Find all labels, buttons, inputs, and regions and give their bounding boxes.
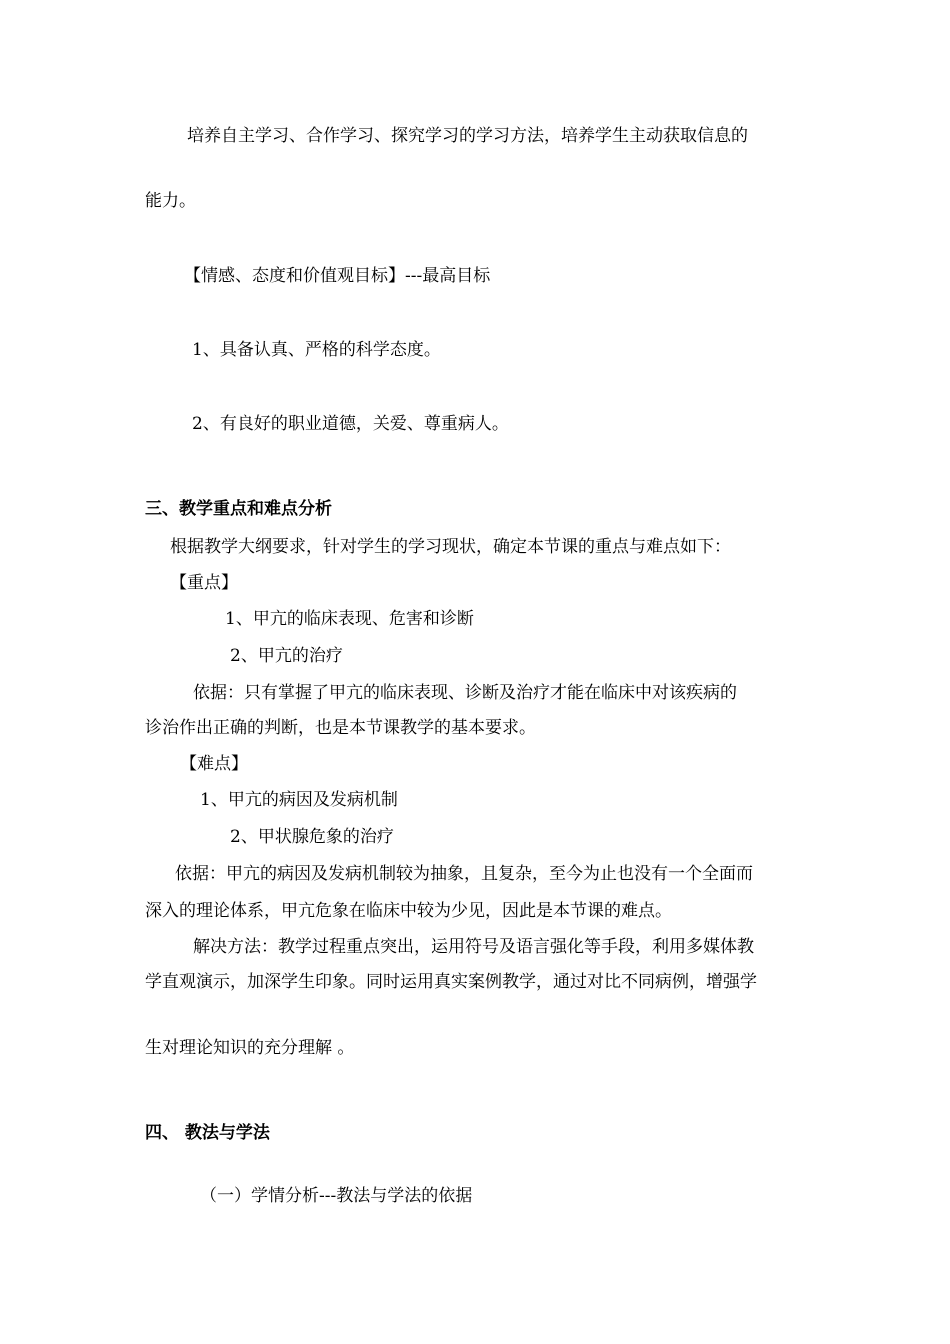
paragraph-line: 能力。 bbox=[145, 191, 196, 211]
paragraph-line: 依据：只有掌握了甲亢的临床表现、诊断及治疗才能在临床中对该疾病的 bbox=[193, 683, 737, 703]
list-item: 2、甲状腺危象的治疗 bbox=[230, 827, 394, 847]
subheading: 【难点】 bbox=[180, 754, 248, 774]
subheading: （一）学情分析---教法与学法的依据 bbox=[200, 1186, 473, 1206]
list-item: 1、甲亢的病因及发病机制 bbox=[200, 790, 398, 810]
paragraph-line: 解决方法：教学过程重点突出，运用符号及语言强化等手段，利用多媒体教 bbox=[193, 937, 754, 957]
subheading: 【重点】 bbox=[170, 573, 238, 593]
paragraph-line: 学直观演示，加深学生印象。同时运用真实案例教学，通过对比不同病例，增强学 bbox=[145, 972, 757, 992]
section-heading: 四、 教法与学法 bbox=[145, 1123, 270, 1143]
list-item: 2、有良好的职业道德，关爱、尊重病人。 bbox=[192, 414, 509, 434]
paragraph-line: 诊治作出正确的判断，也是本节课教学的基本要求。 bbox=[145, 718, 536, 738]
list-item: 1、具备认真、严格的科学态度。 bbox=[192, 340, 441, 360]
subheading: 【情感、态度和价值观目标】---最高目标 bbox=[184, 266, 491, 286]
list-item: 2、甲亢的治疗 bbox=[230, 646, 343, 666]
paragraph-line: 生对理论知识的充分理解 。 bbox=[145, 1038, 355, 1058]
paragraph-line: 依据：甲亢的病因及发病机制较为抽象，且复杂，至今为止也没有一个全面而 bbox=[175, 864, 753, 884]
section-heading: 三、教学重点和难点分析 bbox=[145, 499, 332, 519]
paragraph-line: 深入的理论体系，甲亢危象在临床中较为少见，因此是本节课的难点。 bbox=[145, 901, 672, 921]
list-item: 1、甲亢的临床表现、危害和诊断 bbox=[225, 609, 474, 629]
paragraph-line: 根据教学大纲要求，针对学生的学习现状，确定本节课的重点与难点如下： bbox=[170, 537, 731, 557]
paragraph-line: 培养自主学习、合作学习、探究学习的学习方法，培养学生主动获取信息的 bbox=[187, 126, 748, 146]
